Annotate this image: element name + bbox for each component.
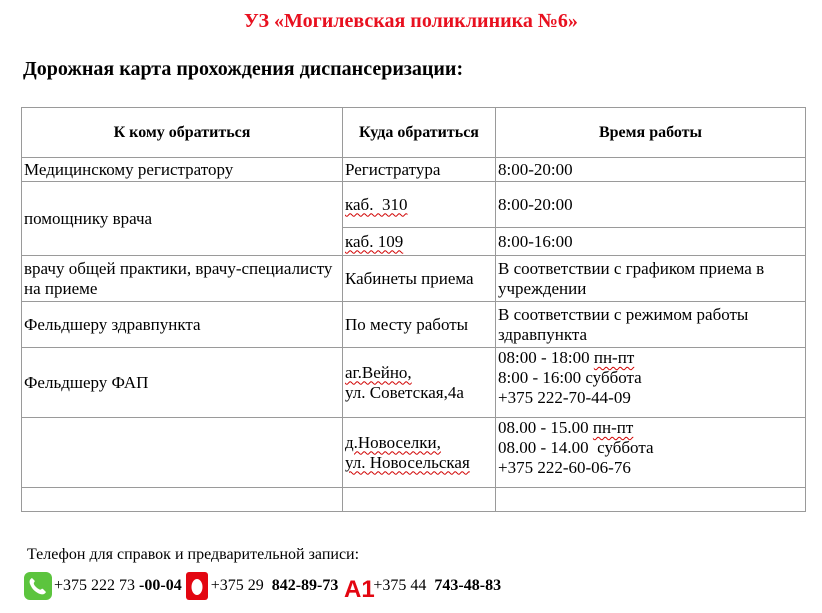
info-text: Телефон для справок и предварительной записи: <box>27 546 360 563</box>
phone-icon <box>24 572 52 600</box>
cell-where: Регистратура <box>343 158 496 182</box>
table-row <box>22 302 806 348</box>
cell-empty <box>496 488 806 512</box>
cell-where-line1: д.Новоселки, <box>345 432 441 452</box>
phone-1: +375 222 73 -00-04 <box>54 577 182 594</box>
column-header-who: К кому обратиться <box>22 108 343 158</box>
table-header-row <box>22 108 806 158</box>
cell-time: 8:00-20:00 <box>496 158 806 182</box>
cell-time <box>496 348 806 418</box>
page-subtitle: Дорожная карта прохождения диспансеризации: <box>23 58 464 80</box>
cell-time <box>496 418 806 488</box>
cell-where <box>343 182 496 228</box>
cell-time-line1: 08.00 - 15.00 <box>498 418 589 437</box>
a1-logo-icon <box>344 572 376 603</box>
page-title: УЗ «Могилевская поликлиника №6» <box>244 10 578 32</box>
phone-3: +375 44 743-48-83 <box>373 577 502 594</box>
cell-where: По месту работы <box>343 302 496 348</box>
cell-time-line2: 8:00 - 16:00 суббота <box>498 368 642 387</box>
cell-empty <box>22 488 343 512</box>
table-row <box>22 256 806 302</box>
roadmap-table <box>21 107 806 512</box>
cell-where-line1: аг.Вейно, <box>345 362 412 382</box>
cell-where-line2: ул. Советская,4а <box>345 382 464 402</box>
column-header-time: Время работы <box>496 108 806 158</box>
phone-2: +375 29 842-89-73 <box>210 577 339 594</box>
cell-time-days: пн-пт <box>592 418 634 437</box>
cell-where-text: каб. 109 <box>345 231 404 251</box>
mts-logo-icon <box>186 572 208 600</box>
table-row <box>22 488 806 512</box>
cell-who <box>22 418 343 488</box>
cell-where <box>343 418 496 488</box>
cell-where <box>343 348 496 418</box>
table-row <box>22 418 806 488</box>
table-row <box>22 158 806 182</box>
phone-line <box>24 570 501 602</box>
cell-empty <box>343 488 496 512</box>
svg-text:A1: A1 <box>344 576 376 603</box>
cell-time: 8:00-20:00 <box>496 182 806 228</box>
cell-where <box>343 228 496 256</box>
cell-who: помощнику врача <box>22 182 343 256</box>
cell-time-days: пн-пт <box>593 348 635 367</box>
cell-time: В соответствии с графиком приема в учреждении <box>496 256 806 302</box>
cell-time-line2: 08.00 - 14.00 суббота <box>498 438 654 457</box>
cell-where: Кабинеты приема <box>343 256 496 302</box>
cell-where-line2: ул. Новосельская <box>345 452 470 472</box>
table-row <box>22 182 806 228</box>
cell-time: В соответствии с режимом работы здравпункта <box>496 302 806 348</box>
cell-time-line3: +375 222-60-06-76 <box>498 458 631 477</box>
cell-who: Медицинскому регистратору <box>22 158 343 182</box>
cell-time-line3: +375 222-70-44-09 <box>498 388 631 407</box>
cell-time-line1: 08:00 - 18:00 <box>498 348 590 367</box>
cell-where-text: каб. 310 <box>345 194 408 214</box>
cell-who: врачу общей практики, врачу-специалисту на приеме <box>22 256 343 302</box>
cell-time: 8:00-16:00 <box>496 228 806 256</box>
cell-who: Фельдшеру ФАП <box>22 348 343 418</box>
column-header-where: Куда обратиться <box>343 108 496 158</box>
table-row <box>22 348 806 418</box>
cell-who: Фельдшеру здравпункта <box>22 302 343 348</box>
